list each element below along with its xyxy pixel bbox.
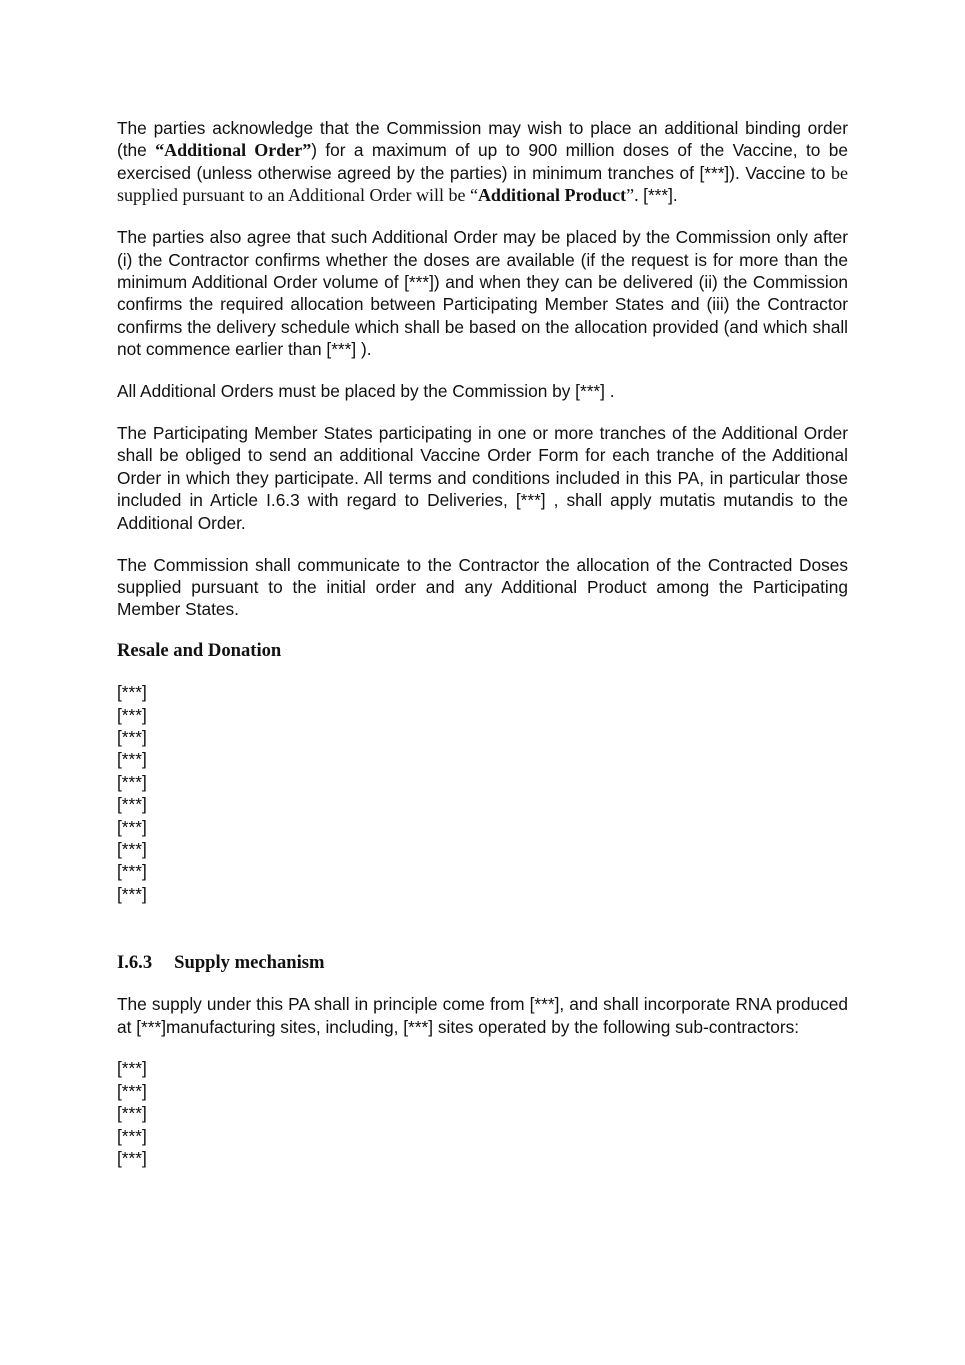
redaction-item: [***] [117, 771, 147, 792]
subcontractor-redaction-list [117, 1057, 848, 1169]
redaction-item: [***] [117, 1058, 147, 1079]
redaction-item: [***] [117, 1148, 147, 1168]
redaction-item: [***] [117, 1125, 147, 1146]
redaction-item: [***] [117, 794, 147, 815]
text-span: ) for a maximum of up to 900 million doses of the Vaccine, to be exercised (unless otherwise agreed by the parties) in minimum tranches of [***]). Vaccine to [117, 140, 848, 183]
text-span: be supplied pursuant to an Additional Order will be “ [117, 162, 848, 206]
supply-paragraph: The supply under this PA shall in principle come from [***], and shall incorporate RNA produced at [***]manufacturing sites, including, [***] sites operated by the following sub-contractors: [117, 994, 848, 1037]
redaction-item: [***] [117, 1080, 147, 1101]
redaction-item: [***] [117, 861, 147, 882]
redaction-item: [***] [117, 1103, 147, 1124]
section-number: I.6.3 [117, 952, 153, 974]
redaction-item: [***] [117, 727, 147, 747]
document-page [117, 117, 848, 1169]
redaction-item: [***] [117, 838, 147, 859]
section-title: Supply mechanism [174, 952, 325, 974]
additional-order-paragraph [117, 117, 848, 207]
redaction-item: [***] [117, 682, 147, 703]
text-span: The parties acknowledge that the Commission may wish to place an additional binding order (the [117, 118, 848, 161]
member-states-paragraph: The Participating Member States participating in one or more tranches of the Additional Order shall be obliged to send an additional Vaccine Order Form for each tranche of the Additional Order in which they participate. All terms and conditions included in this PA, in particular those included in Article I.6.3 with regard to Deliveries, [***] , shall apply mutatis mutandis to the Additional Order. [117, 422, 848, 533]
defined-term-additional-product: Additional Product [477, 185, 627, 206]
allocation-paragraph: The Commission shall communicate to the Contractor the allocation of the Contracted Doses supplied pursuant to the initial order and any Additional Product among the Participating Member States. [117, 554, 848, 620]
redaction-item: [***] [117, 883, 147, 904]
redaction-item: [***] [117, 704, 147, 725]
section-heading [117, 952, 848, 974]
order-deadline-paragraph: All Additional Orders must be placed by the Commission by [***] . [117, 381, 615, 402]
order-conditions-paragraph: The parties also agree that such Additional Order may be placed by the Commission only after (i) the Contractor confirms whether the doses are available (if the request is for more than the minimum Additional Order volume of [***]) and when they can be delivered (ii) the Commission confirms the required allocation between Participating Member States and (iii) the Contractor confirms the delivery schedule which shall be based on the allocation provided (and which shall not commence earlier than [***] ). [117, 227, 848, 360]
defined-term-additional-order: “Additional Order” [155, 140, 312, 161]
resale-heading: Resale and Donation [117, 640, 282, 662]
resale-redaction-list [117, 681, 848, 905]
redaction-item: [***] [117, 816, 147, 837]
redaction-item: [***] [117, 749, 147, 770]
redaction-text: [***]. [643, 185, 678, 206]
text-span: ”. [626, 185, 644, 206]
